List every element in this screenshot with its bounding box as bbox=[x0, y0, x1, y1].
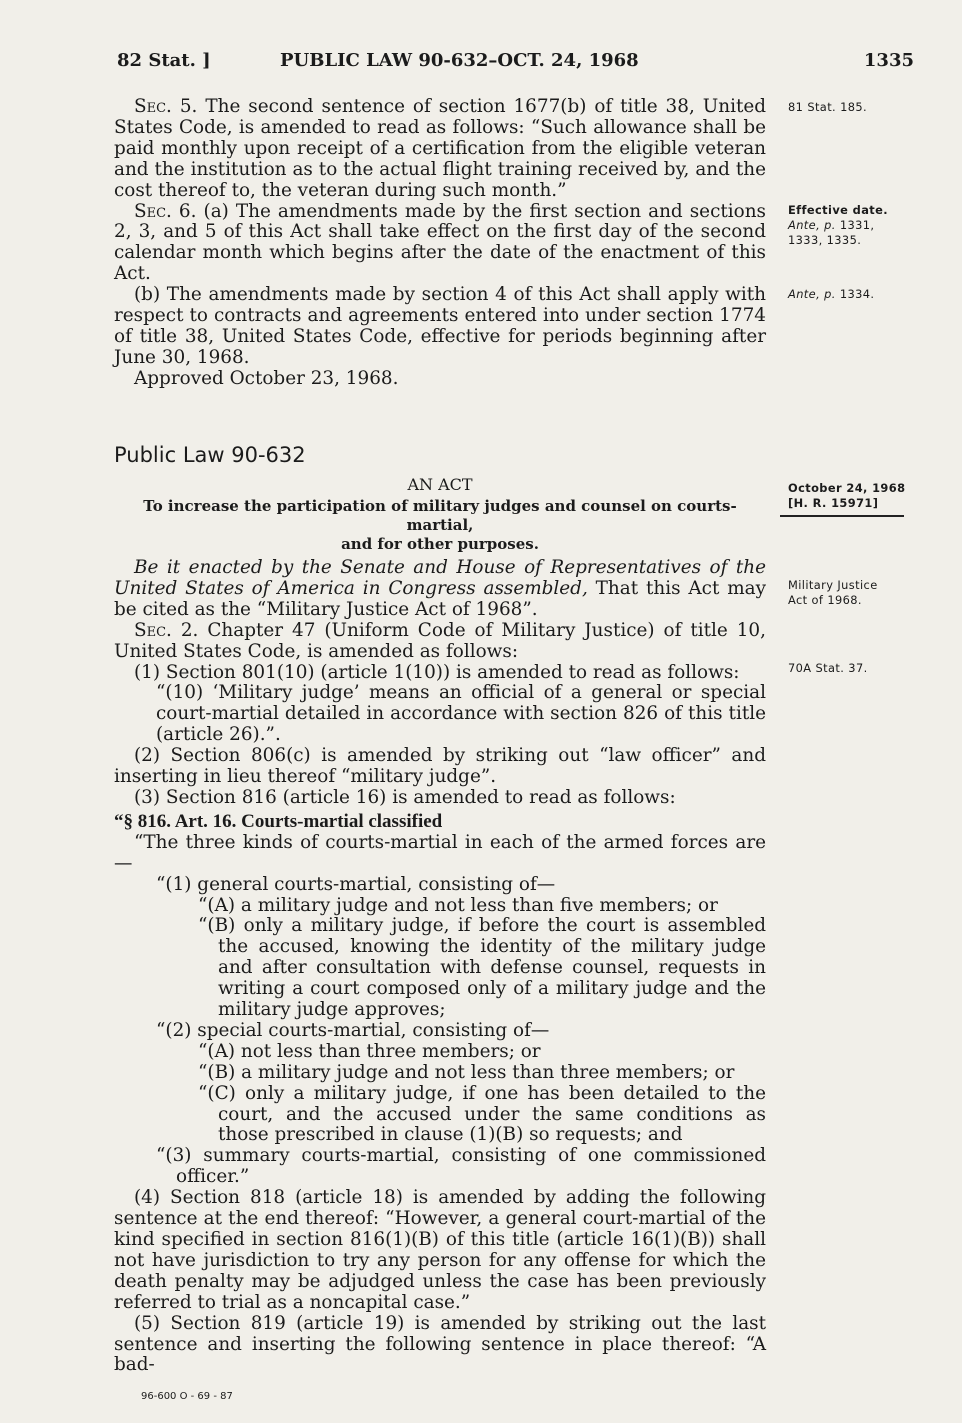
sidenote-date-bill bbox=[788, 481, 918, 511]
public-law-title: Public Law 90-632 bbox=[114, 443, 306, 467]
section-6b: (b) The amendments made by section 4 of this Act shall apply with respect to contracts and agreements entered into under section 1774 of title 38, United States Code, effective for periods beginning after June 30, 1968. bbox=[114, 284, 766, 368]
clause-1: “(1) general courts-martial, consisting of— bbox=[156, 873, 556, 895]
sidenote-81-stat: 81 Stat. 185. bbox=[788, 100, 868, 114]
running-title: PUBLIC LAW 90-632–OCT. 24, 1968 bbox=[280, 50, 639, 71]
approval-date: Approved October 23, 1968. bbox=[134, 367, 399, 389]
amendment-1-quote: “(10) ‘Military judge’ means an official of a general or special court-martial detailed in accordance with section 826 of this title (article 26).”. bbox=[156, 682, 766, 746]
section-6a bbox=[114, 202, 766, 286]
act-body bbox=[114, 558, 766, 1376]
section-2: Sec. 2. Chapter 47 (Uniform Code of Military Justice) of title 10, United States Code, is amended as follows: bbox=[114, 619, 766, 662]
section-5 bbox=[114, 97, 766, 202]
section-label: Sec. 6. bbox=[134, 200, 197, 222]
amendment-5: (5) Section 819 (article 19) is amended by striking out the last sentence and inserting the following sentence in place thereof: “A bad- bbox=[114, 1312, 766, 1376]
section-816-heading: “§ 816. Art. 16. Courts-martial classified bbox=[114, 810, 443, 832]
act-purpose: To increase the participation of military judges and counsel on courts-martial, and for other purposes. bbox=[143, 497, 737, 553]
amendment-4: (4) Section 818 (article 18) is amended by adding the following sentence at the end thereof: “However, a general court-martial of the kind specified in section 816(1)(B) of this title (article 16(1)(B)) shall not have jurisdiction to try any person for any offense for which the death penalty may be adjudged unless the case has been previously referred to trial as a noncapital case.” bbox=[114, 1187, 766, 1313]
sidenote-70a-stat: 70A Stat. 37. bbox=[788, 661, 868, 675]
section-label: Sec. 2. bbox=[134, 619, 199, 641]
enacting-clause: Be it enacted by the Senate and House of Representatives of the United States of America in Congress assembled, That this Act may be cited as the “Military Justice Act of 1968”. bbox=[114, 557, 766, 620]
amendment-3: (3) Section 816 (article 16) is amended to read as follows: bbox=[134, 786, 676, 808]
sidenote-short-title: Military Justice Act of 1968. bbox=[788, 578, 878, 607]
sidenote-effective-date bbox=[788, 203, 918, 248]
print-footer: 96-600 O - 69 - 87 bbox=[141, 1391, 233, 1402]
volume-reference: 82 Stat. ] bbox=[117, 50, 211, 71]
top-section bbox=[114, 97, 766, 390]
bill-number: [H. R. 15971] bbox=[788, 496, 879, 510]
clause-2: “(2) special courts-martial, consisting of— bbox=[156, 1019, 550, 1041]
clause-2a: “(A) not less than three members; or bbox=[198, 1040, 541, 1062]
clause-2c: “(C) only a military judge, if one has been detailed to the court, and the accused under the same conditions as those prescribed in clause (1)(B) so requests; and bbox=[198, 1082, 766, 1146]
sidenote-reference: Ante, p. 1331, bbox=[788, 218, 875, 232]
amendment-2: (2) Section 806(c) is amended by striking out “law officer” and inserting in lieu thereof “military judge”. bbox=[114, 745, 766, 788]
clause-2b: “(B) a military judge and not less than three members; or bbox=[198, 1061, 735, 1083]
enactment-date: October 24, 1968 bbox=[788, 481, 906, 495]
sidenote-heading: Effective date. bbox=[788, 203, 888, 217]
sidenote-ante: Ante, p. 1334. bbox=[788, 287, 875, 301]
an-act-heading: AN ACT bbox=[407, 475, 473, 494]
clause-1a: “(A) a military judge and not less than five members; or bbox=[198, 894, 718, 916]
amendment-1: (1) Section 801(10) (article 1(10)) is amended to read as follows: bbox=[134, 661, 740, 683]
section-816-intro: “The three kinds of courts-martial in each of the armed forces are— bbox=[114, 831, 766, 874]
sidenote-reference-cont: 1333, 1335. bbox=[788, 233, 862, 247]
page-number: 1335 bbox=[863, 50, 914, 71]
clause-1b: “(B) only a military judge, if before the court is assembled the accused, knowing the identity of the military judge and after consultation with defense counsel, requests in writing a court composed only of a military judge and the military judge approves; bbox=[198, 915, 766, 1021]
section-text: The second sentence of section 1677(b) of title 38, United States Code, is amended to read as follows: “Such allowance shall be paid monthly upon receipt of a certification from the eligible veteran and the institution as to the actual flight training received by, and the cost thereof to, the veteran during such month.” bbox=[114, 96, 766, 201]
sidenote-rule bbox=[780, 515, 904, 517]
section-text: (a) The amendments made by the first section and sections 2, 3, and 5 of this Act shall take effect on the first day of the second calendar month which begins after the date of the enactment of this Act. bbox=[114, 200, 766, 285]
section-label: Sec. 5. bbox=[134, 96, 198, 117]
clause-3: “(3) summary courts-martial, consisting of one commissioned officer.” bbox=[156, 1145, 766, 1188]
